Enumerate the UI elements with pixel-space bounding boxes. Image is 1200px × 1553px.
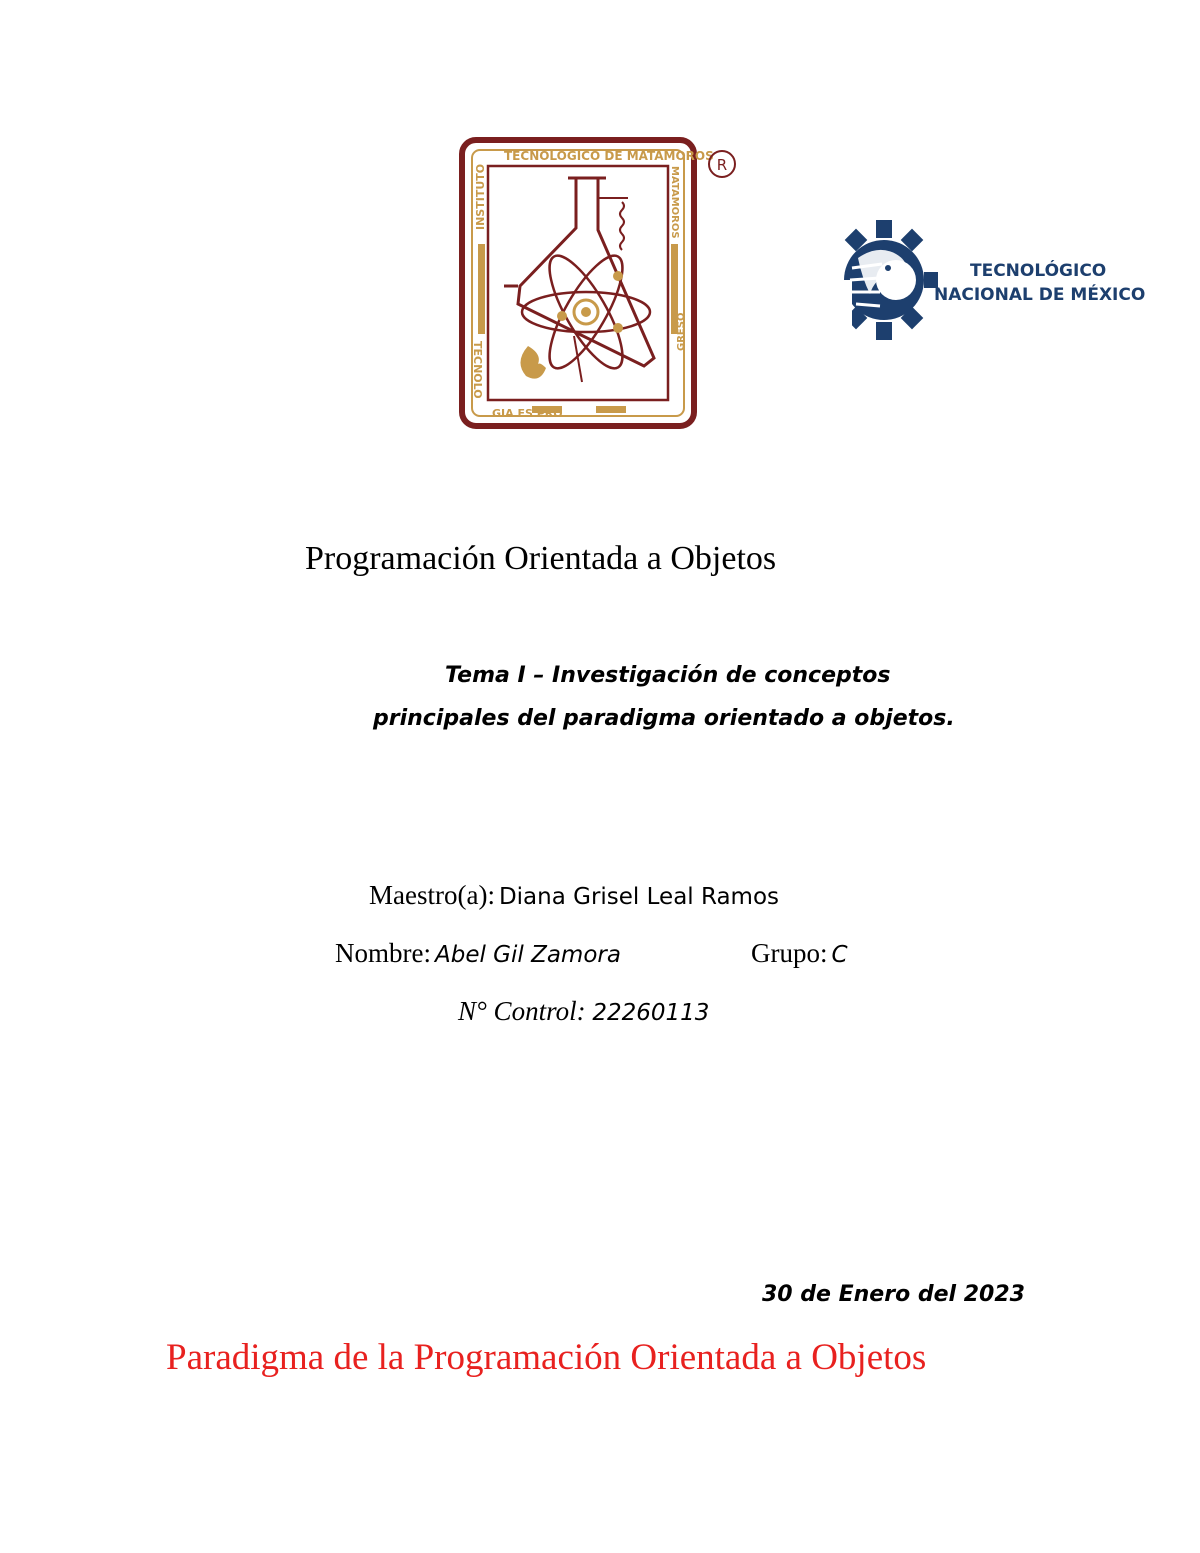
student-name-label: Nombre:: [335, 938, 431, 968]
topic-line-2: principales del paradigma orientado a objetos.: [373, 706, 955, 731]
tecnm-line2: NACIONAL DE MÉXICO: [934, 285, 1146, 305]
seal-ring-right: MATAMOROS: [669, 166, 680, 239]
student-name-value: Abel Gil Zamora: [434, 942, 621, 968]
teacher-label: Maestro(a):: [369, 880, 495, 910]
seal-ring-left: INSTITUTO: [474, 163, 487, 230]
course-title: Programación Orientada a Objetos: [305, 540, 777, 577]
tecnm-logo: [838, 218, 1146, 344]
seal-ring-top: TECNOLOGICO DE MATAMOROS: [504, 149, 714, 163]
group-value: C: [831, 942, 848, 968]
teacher-row: [369, 880, 779, 911]
control-number-label: N° Control:: [458, 996, 586, 1026]
registered-mark: R: [716, 156, 728, 174]
seal-ring-bottom: GIA ES PRO: [492, 407, 563, 420]
tecnm-line1: TECNOLÓGICO: [970, 261, 1107, 281]
control-number-row: [458, 996, 709, 1027]
group-label: Grupo:: [751, 938, 828, 968]
student-name-row: [335, 938, 621, 969]
teacher-value: Diana Grisel Leal Ramos: [498, 884, 780, 910]
cover-date: 30 de Enero del 2023: [762, 1282, 1025, 1307]
itm-institute-seal-icon: [458, 136, 740, 430]
section-title: Paradigma de la Programación Orientada a Objetos: [166, 1337, 927, 1378]
group-row: [751, 938, 848, 969]
control-number-value: 22260113: [592, 1000, 710, 1026]
tecnm-gear-eagle-icon: [838, 218, 1146, 344]
topic-line-1: Tema I – Investigación de conceptos: [445, 663, 891, 688]
seal-ring-bottom-left: TECNOLO: [471, 341, 484, 399]
seal-ring-bottom-right: GRESO: [676, 312, 687, 351]
